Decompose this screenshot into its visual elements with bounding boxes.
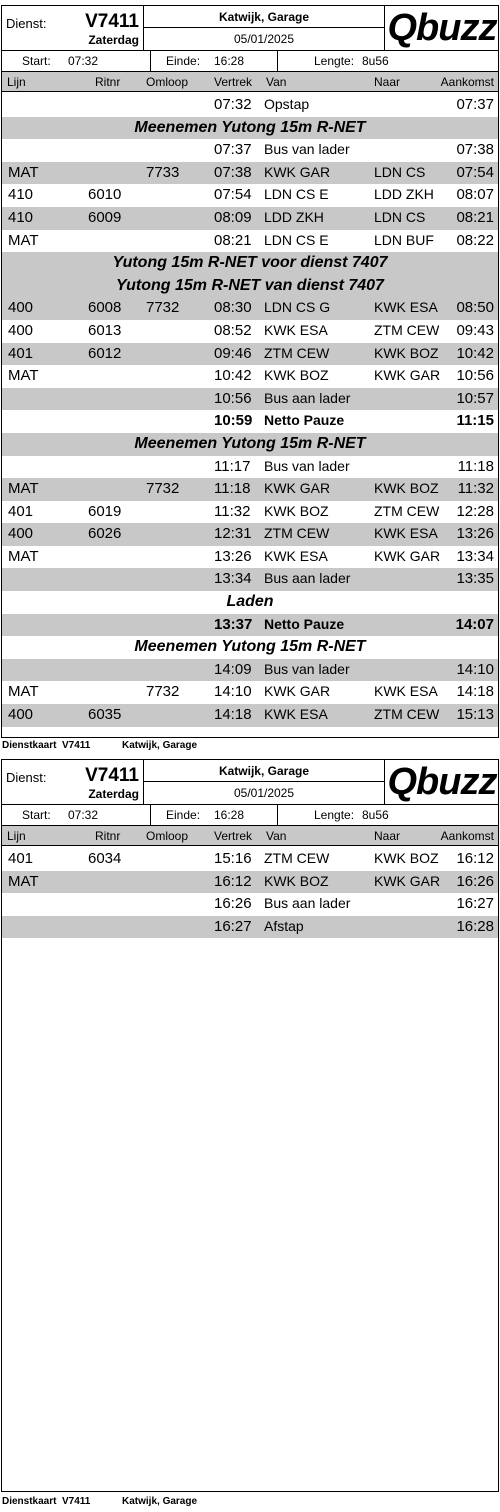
aankomst-cell: 15:13 (456, 706, 494, 724)
vertrek-cell: 10:42 (214, 367, 252, 385)
aankomst-cell: 14:07 (455, 615, 494, 633)
vertrek-cell: 14:09 (214, 660, 252, 678)
trip-row (2, 916, 498, 939)
page-2 (0, 754, 500, 1507)
aankomst-cell: 14:10 (456, 660, 494, 678)
aankomst-cell: 11:18 (457, 457, 494, 475)
aankomst-cell: 14:18 (456, 683, 494, 701)
trip-row (2, 546, 498, 569)
vertrek-cell: 16:12 (214, 872, 252, 890)
aankomst-cell: 10:57 (456, 389, 494, 407)
trip-row (2, 659, 498, 682)
trip-row (2, 523, 498, 546)
dienstkaart-card (1, 5, 499, 738)
vertrek-cell: 11:32 (214, 502, 251, 520)
van-cell: Bus aan lader (264, 895, 351, 912)
dienst-label: Dienst: (6, 16, 47, 31)
vertrek-cell: 10:56 (214, 389, 252, 407)
vertrek-cell: 08:21 (214, 231, 252, 249)
naar-cell: LDD ZKH (374, 186, 434, 203)
lijn-cell: MAT (8, 231, 39, 249)
van-cell: ZTM CEW (264, 344, 330, 361)
trip-row (2, 568, 498, 591)
van-cell: KWK GAR (264, 683, 331, 700)
trip-table (2, 848, 498, 938)
divider (150, 51, 151, 71)
day-label: Zaterdag (88, 787, 139, 801)
dienst-label: Dienst: (6, 770, 47, 785)
ritnr-cell: 6010 (88, 186, 122, 204)
location-block (144, 760, 385, 804)
lijn-cell: MAT (8, 683, 39, 701)
ritnr-cell: 6026 (88, 525, 122, 543)
card-header (2, 6, 498, 51)
col-lijn: Lijn (7, 829, 26, 843)
col-ritnr: Ritnr (95, 829, 121, 843)
ritnr-cell: 6008 (88, 299, 122, 317)
dienst-block (2, 760, 144, 804)
trip-row (2, 343, 498, 366)
col-aankomst: Aankomst (440, 75, 494, 89)
vertrek-cell: 13:34 (214, 570, 252, 588)
dienst-number: V7411 (85, 765, 139, 786)
vertrek-cell: 14:10 (214, 683, 252, 701)
col-lijn: Lijn (7, 75, 26, 89)
trip-row (2, 139, 498, 162)
vertrek-cell: 13:37 (214, 615, 253, 633)
qbuzz-logo: Qbuzz (387, 761, 497, 803)
ritnr-cell: 6034 (88, 850, 122, 867)
section-title-row (2, 252, 498, 275)
lijn-cell: 400 (8, 321, 34, 339)
vertrek-cell: 07:38 (214, 163, 252, 181)
footer-dienst: V7411 (62, 740, 91, 751)
naar-cell: KWK ESA (374, 525, 438, 542)
van-cell: LDN CS E (264, 186, 329, 203)
section-title: Meenemen Yutong 15m R-NET (134, 434, 366, 452)
ritnr-cell: 6012 (88, 344, 122, 362)
col-van: Van (266, 75, 287, 89)
naar-cell: ZTM CEW (374, 321, 440, 338)
dienst-number: V7411 (85, 11, 139, 32)
naar-cell: KWK BOZ (374, 480, 439, 497)
naar-cell: KWK ESA (374, 299, 438, 316)
aankomst-cell: 09:43 (456, 321, 494, 339)
dienst-block (2, 6, 144, 50)
trip-row (2, 94, 498, 117)
einde-label: Einde: (166, 808, 201, 822)
vertrek-cell: 10:59 (214, 412, 253, 430)
section-title: Meenemen Yutong 15m R-NET (134, 118, 366, 136)
aankomst-cell: 11:15 (456, 412, 494, 430)
location: Katwijk, Garage (144, 760, 384, 782)
lijn-cell: MAT (8, 367, 39, 385)
aankomst-cell: 13:34 (456, 547, 494, 565)
aankomst-cell: 16:12 (456, 850, 494, 867)
page-1 (0, 0, 500, 751)
footer-location: Katwijk, Garage (122, 740, 198, 751)
divider (150, 805, 151, 825)
lijn-cell: 400 (8, 525, 34, 543)
omloop-cell: 7732 (146, 683, 180, 701)
einde-value: 16:28 (214, 54, 245, 68)
aankomst-cell: 13:26 (456, 525, 494, 543)
einde-value: 16:28 (214, 808, 245, 822)
trip-row (2, 230, 498, 253)
lijn-cell: MAT (8, 480, 39, 498)
start-value: 07:32 (68, 54, 99, 68)
trip-row (2, 297, 498, 320)
col-vertrek: Vertrek (214, 829, 253, 843)
van-cell: Bus aan lader (264, 570, 351, 587)
van-cell: LDN CS E (264, 231, 329, 248)
trip-row (2, 456, 498, 479)
van-cell: KWK ESA (264, 321, 328, 338)
section-title-row (2, 117, 498, 140)
aankomst-cell: 07:37 (456, 96, 494, 113)
lengte-label: Lengte: (314, 54, 355, 68)
aankomst-cell: 07:54 (456, 163, 494, 181)
lijn-cell: MAT (8, 163, 39, 181)
naar-cell: KWK ESA (374, 683, 438, 700)
vertrek-cell: 08:30 (214, 299, 252, 317)
date: 05/01/2025 (233, 786, 295, 800)
van-cell: Bus van lader (264, 660, 350, 677)
col-omloop: Omloop (146, 75, 189, 89)
vertrek-cell: 07:37 (214, 141, 252, 159)
ritnr-cell: 6035 (88, 706, 122, 724)
van-cell: KWK GAR (264, 163, 331, 180)
col-omloop: Omloop (146, 829, 189, 843)
trip-row (2, 162, 498, 185)
section-title-row (2, 636, 498, 659)
time-info-bar (2, 51, 498, 72)
pause-row (2, 614, 498, 637)
location: Katwijk, Garage (144, 6, 384, 28)
van-cell: KWK ESA (264, 706, 328, 723)
van-cell: LDN CS G (264, 299, 331, 316)
lengte-label: Lengte: (314, 808, 355, 822)
naar-cell: ZTM CEW (374, 502, 440, 519)
trip-row (2, 501, 498, 524)
ritnr-cell: 6009 (88, 208, 122, 226)
lijn-cell: MAT (8, 872, 39, 890)
vertrek-cell: 16:26 (214, 895, 252, 913)
van-cell: Bus van lader (264, 457, 350, 474)
divider (277, 805, 278, 825)
aankomst-cell: 11:32 (457, 480, 494, 498)
trip-row (2, 704, 498, 727)
van-cell: KWK BOZ (264, 367, 329, 384)
lijn-cell: 401 (8, 344, 34, 362)
vertrek-cell: 08:52 (214, 321, 252, 339)
aankomst-cell: 16:28 (456, 917, 494, 935)
dienstkaart-card (1, 759, 499, 1492)
qbuzz-logo: Qbuzz (387, 7, 497, 49)
trip-row (2, 207, 498, 230)
einde-label: Einde: (166, 54, 201, 68)
lengte-value: 8u56 (362, 808, 389, 822)
naar-cell: LDN BUF (374, 231, 434, 248)
vertrek-cell: 14:18 (214, 706, 252, 724)
lengte-value: 8u56 (362, 54, 389, 68)
lijn-cell: 401 (8, 502, 34, 520)
section-title: Yutong 15m R-NET van dienst 7407 (116, 276, 384, 294)
col-aankomst: Aankomst (440, 829, 494, 843)
vertrek-cell: 11:18 (214, 480, 251, 498)
col-ritnr: Ritnr (95, 75, 121, 89)
aankomst-cell: 10:42 (456, 344, 494, 362)
naar-cell: KWK GAR (374, 872, 441, 889)
ritnr-cell: 6019 (88, 502, 122, 520)
aankomst-cell: 08:21 (456, 208, 494, 226)
location-block (144, 6, 385, 50)
aankomst-cell: 08:50 (456, 299, 494, 317)
van-cell: ZTM CEW (264, 525, 330, 542)
vertrek-cell: 13:26 (214, 547, 252, 565)
vertrek-cell: 09:46 (214, 344, 252, 362)
col-van: Van (266, 829, 287, 843)
footer-dienst: V7411 (62, 1496, 91, 1507)
col-vertrek: Vertrek (214, 75, 253, 89)
section-title-row (2, 275, 498, 298)
start-label: Start: (22, 54, 51, 68)
trip-row (2, 365, 498, 388)
lijn-cell: 410 (8, 208, 34, 226)
omloop-cell: 7732 (146, 480, 180, 498)
section-title-row (2, 433, 498, 456)
aankomst-cell: 08:22 (456, 231, 494, 249)
naar-cell: KWK GAR (374, 547, 441, 564)
ritnr-cell: 6013 (88, 321, 122, 339)
naar-cell: KWK BOZ (374, 344, 439, 361)
lijn-cell: 410 (8, 186, 34, 204)
trip-row (2, 871, 498, 894)
time-info-bar (2, 805, 498, 826)
van-cell: KWK GAR (264, 480, 331, 497)
naar-cell: KWK BOZ (374, 850, 439, 866)
trip-row (2, 388, 498, 411)
van-cell: Bus aan lader (264, 389, 351, 406)
vertrek-cell: 12:31 (214, 525, 252, 543)
footer-label: Dienstkaart (2, 740, 57, 751)
van-cell: KWK BOZ (264, 502, 329, 519)
trip-row (2, 320, 498, 343)
column-header (2, 826, 498, 846)
lijn-cell: 401 (8, 850, 34, 867)
divider (277, 51, 278, 71)
vertrek-cell: 07:32 (214, 96, 252, 113)
vertrek-cell: 15:16 (214, 850, 252, 867)
vertrek-cell: 16:27 (214, 917, 252, 935)
van-cell: ZTM CEW (264, 850, 330, 866)
vertrek-cell: 11:17 (214, 457, 251, 475)
trip-row (2, 478, 498, 501)
aankomst-cell: 16:27 (456, 895, 494, 913)
omloop-cell: 7733 (146, 163, 180, 181)
naar-cell: ZTM CEW (374, 706, 440, 723)
section-title: Laden (226, 593, 274, 611)
trip-row (2, 184, 498, 207)
trip-row (2, 893, 498, 916)
aankomst-cell: 10:56 (456, 367, 494, 385)
trip-row (2, 681, 498, 704)
van-cell: KWK ESA (264, 547, 328, 564)
day-label: Zaterdag (88, 33, 139, 47)
start-value: 07:32 (68, 808, 99, 822)
section-title: Meenemen Yutong 15m R-NET (134, 638, 366, 656)
trip-table (2, 94, 498, 727)
card-header (2, 760, 498, 805)
naar-cell: KWK GAR (374, 367, 441, 384)
omloop-cell: 7732 (146, 299, 180, 317)
lijn-cell: 400 (8, 706, 34, 724)
naar-cell: LDN CS (374, 208, 426, 225)
column-header (2, 72, 498, 92)
pause-row (2, 410, 498, 433)
van-cell: Afstap (264, 917, 304, 934)
col-naar: Naar (374, 75, 401, 89)
van-cell: Opstap (264, 96, 310, 112)
aankomst-cell: 16:26 (456, 872, 494, 890)
section-title-row (2, 591, 498, 614)
footer-location: Katwijk, Garage (122, 1496, 198, 1507)
trip-row (2, 848, 498, 871)
aankomst-cell: 07:38 (456, 141, 494, 159)
aankomst-cell: 08:07 (456, 186, 494, 204)
van-cell: KWK BOZ (264, 872, 329, 889)
naar-cell: LDN CS (374, 163, 426, 180)
aankomst-cell: 13:35 (456, 570, 494, 588)
van-cell: LDD ZKH (264, 208, 324, 225)
vertrek-cell: 07:54 (214, 186, 252, 204)
date: 05/01/2025 (233, 32, 295, 46)
lijn-cell: 400 (8, 299, 34, 317)
vertrek-cell: 08:09 (214, 208, 252, 226)
aankomst-cell: 12:28 (456, 502, 494, 520)
section-title: Yutong 15m R-NET voor dienst 7407 (112, 254, 388, 272)
van-cell: Netto Pauze (264, 412, 345, 429)
van-cell: Netto Pauze (264, 615, 345, 632)
footer-label: Dienstkaart (2, 1496, 57, 1507)
lijn-cell: MAT (8, 547, 39, 565)
col-naar: Naar (374, 829, 401, 843)
van-cell: Bus van lader (264, 141, 350, 158)
start-label: Start: (22, 808, 51, 822)
